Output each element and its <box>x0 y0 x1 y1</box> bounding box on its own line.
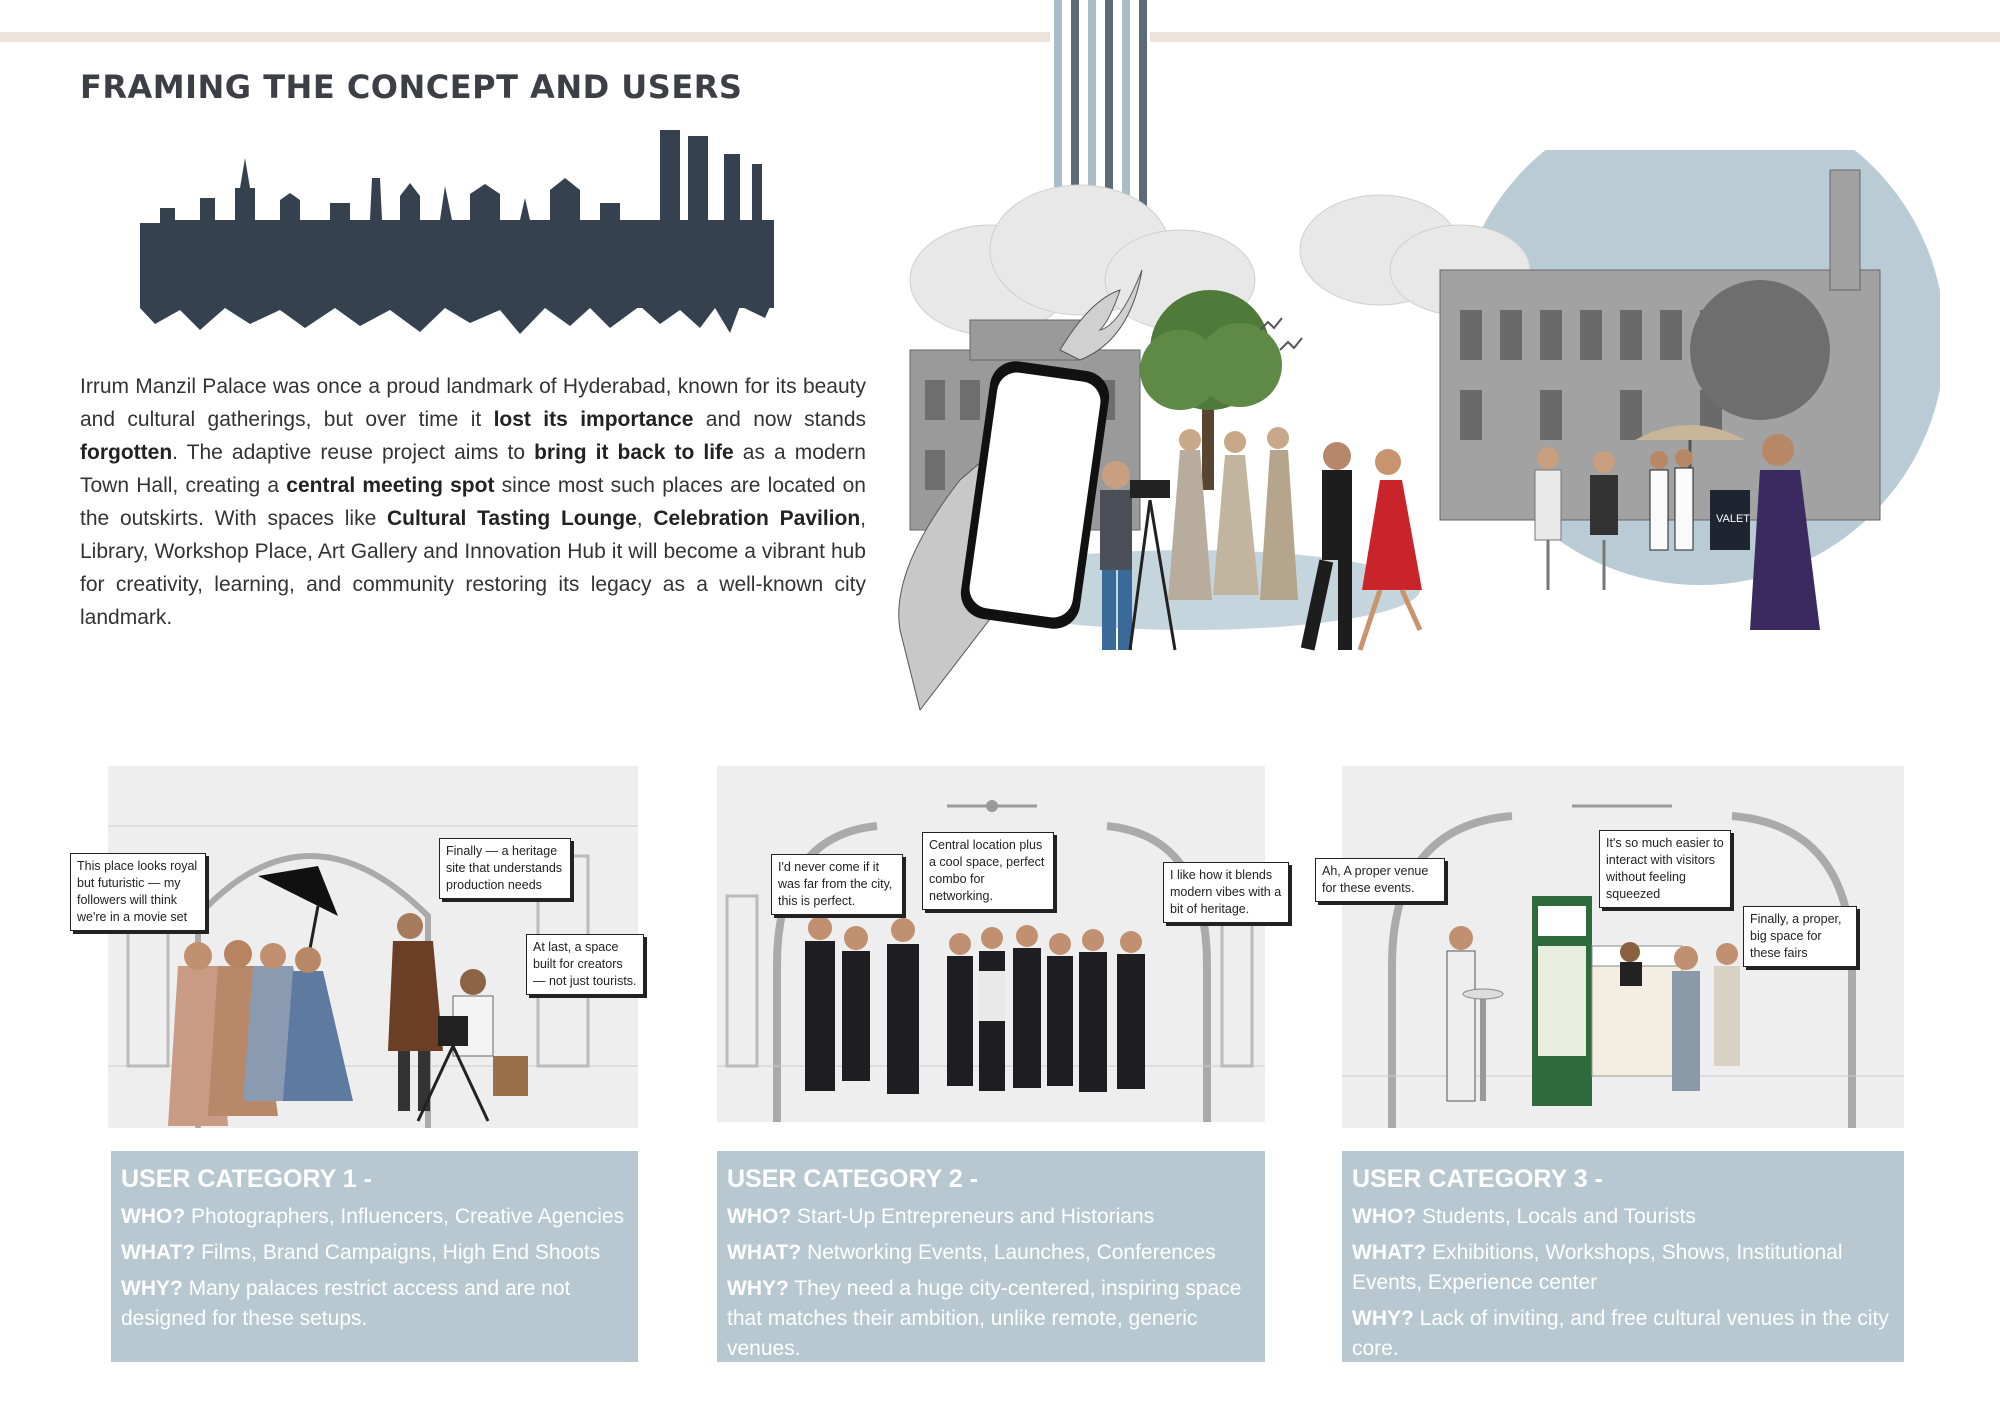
intro-paragraph <box>80 370 866 634</box>
intro-emphasis: Celebration Pavilion <box>653 507 861 530</box>
what-text: Films, Brand Campaigns, High End Shoots <box>195 1241 601 1264</box>
category-title: USER CATEGORY 3 - <box>1352 1165 1603 1193</box>
category-title: USER CATEGORY 2 - <box>727 1165 978 1193</box>
why-text: Lack of inviting, and free cultural venues in the city core. <box>1352 1307 1889 1360</box>
category-what <box>727 1238 1255 1268</box>
speech-bubble: At last, a space built for creators — not just tourists. <box>526 934 644 995</box>
speech-bubble: Finally, a proper, big space for these fairs <box>1743 906 1857 967</box>
who-label: WHO? <box>1352 1205 1417 1228</box>
why-text: They need a huge city-centered, inspiring space that matches their ambition, unlike remote, generic venues. <box>727 1277 1242 1360</box>
speech-bubble: It's so much easier to interact with visitors without feeling squeezed <box>1599 830 1731 908</box>
category-why <box>121 1274 628 1334</box>
intro-text: as a modern Town Hall, creating a <box>80 441 866 497</box>
what-text: Networking Events, Launches, Conferences <box>801 1241 1216 1264</box>
scene-panel-2 <box>717 766 1282 1122</box>
why-text: Many palaces restrict access and are not designed for these setups. <box>121 1277 571 1330</box>
intro-text: Irrum Manzil Palace was once a proud landmark of Hyderabad, known for its beauty and cultural gatherings, but over time it <box>80 375 866 431</box>
who-label: WHO? <box>727 1205 792 1228</box>
category-who <box>1352 1202 1894 1232</box>
scene-panel-3 <box>1322 766 1904 1128</box>
speech-bubble: Central location plus a cool space, perfect combo for networking. <box>922 832 1054 910</box>
intro-text: and now stands <box>693 408 866 431</box>
valet-sign: VALET <box>1716 513 1751 525</box>
who-text: Start-Up Entrepreneurs and Historians <box>791 1205 1155 1228</box>
top-bar-left <box>0 32 1050 42</box>
intro-text: , Library, Workshop Place, Art Gallery and Innovation Hub it will become a vibrant hub for creativity, learning, and community restoring its legacy as a well-known city landmark. <box>80 507 866 629</box>
why-label: WHY? <box>1352 1307 1414 1330</box>
category-what <box>1352 1238 1894 1298</box>
top-bar-right <box>1150 32 2000 42</box>
category-why <box>1352 1304 1894 1364</box>
user-category-card-2 <box>717 1151 1265 1362</box>
intro-emphasis: bring it back to life <box>534 441 734 464</box>
category-what <box>121 1238 628 1268</box>
speech-bubble: I'd never come if it was far from the city, this is perfect. <box>771 854 903 915</box>
skyline-illustration <box>140 128 780 338</box>
intro-text: since most such places are located on the outskirts. With spaces like <box>80 474 866 530</box>
page-title: FRAMING THE CONCEPT AND USERS <box>80 68 743 106</box>
what-label: WHAT? <box>727 1241 802 1264</box>
who-text: Photographers, Influencers, Creative Agencies <box>185 1205 625 1228</box>
intro-emphasis: forgotten <box>80 441 173 464</box>
category-who <box>121 1202 628 1232</box>
intro-emphasis: Cultural Tasting Lounge <box>387 507 637 530</box>
speech-bubble: I like how it blends modern vibes with a bit of heritage. <box>1163 862 1289 923</box>
speech-bubble: Finally — a heritage site that understands production needs <box>439 838 571 899</box>
what-label: WHAT? <box>121 1241 196 1264</box>
speech-bubble: This place looks royal but futuristic — my followers will think we're in a movie set <box>70 853 206 931</box>
user-category-card-1 <box>111 1151 638 1362</box>
category-why <box>727 1274 1255 1364</box>
intro-emphasis: lost its importance <box>493 408 694 431</box>
scene-panel-1 <box>77 766 638 1128</box>
intro-text: . The adaptive reuse project aims to <box>172 441 535 464</box>
speech-bubble: Ah, A proper venue for these events. <box>1315 858 1445 902</box>
intro-emphasis: central meeting spot <box>286 474 495 497</box>
intro-text: , <box>636 507 654 530</box>
what-text: Exhibitions, Workshops, Shows, Institutional Events, Experience center <box>1352 1241 1843 1294</box>
palace-collage <box>880 150 1940 710</box>
what-label: WHAT? <box>1352 1241 1427 1264</box>
why-label: WHY? <box>121 1277 183 1300</box>
category-who <box>727 1202 1255 1232</box>
who-text: Students, Locals and Tourists <box>1416 1205 1696 1228</box>
user-category-card-3 <box>1342 1151 1904 1362</box>
who-label: WHO? <box>121 1205 186 1228</box>
category-title: USER CATEGORY 1 - <box>121 1165 372 1193</box>
why-label: WHY? <box>727 1277 789 1300</box>
